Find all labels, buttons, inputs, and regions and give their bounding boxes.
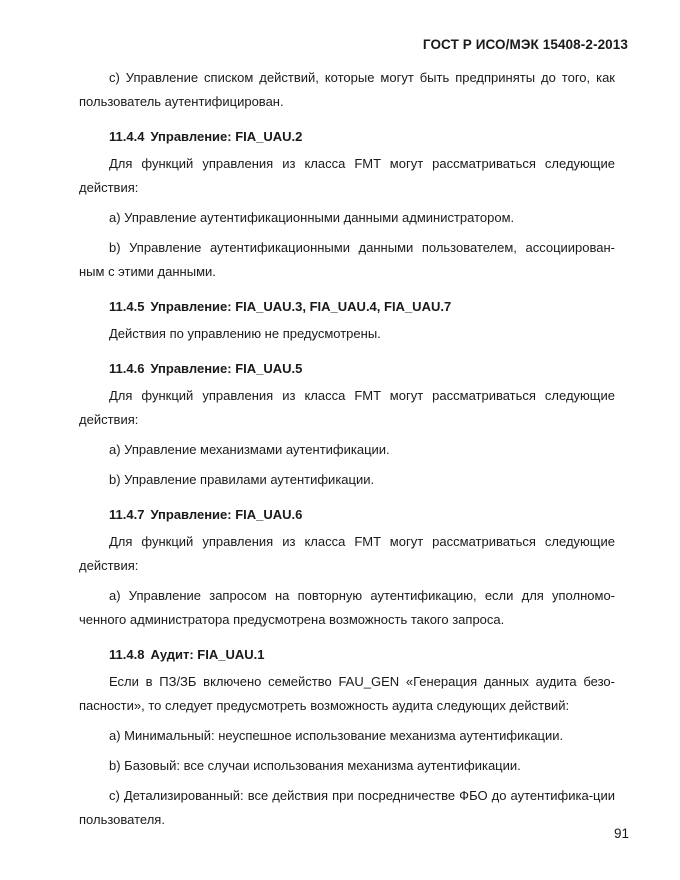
section-title: Управление: FIA_UAU.5 — [150, 361, 303, 376]
section-11-4-6-item-a: a) Управление механизмами аутентификации. — [109, 442, 390, 457]
section-11-4-8-item-a: a) Минимальный: неуспешное использование механизма аутентификации. — [109, 728, 564, 743]
section-number: 11.4.6 — [109, 361, 145, 376]
section-number: 11.4.8 — [109, 647, 145, 662]
section-title: Управление: FIA_UAU.3, FIA_UAU.4, FIA_UAU.7 — [150, 299, 452, 314]
section-11-4-4-item-b: b) Управление аутентификационными данными пользователем, ассоциирован-ным с этими данными. — [79, 240, 615, 279]
section-11-4-5-text: Действия по управлению не предусмотрены. — [109, 326, 381, 341]
section-11-4-8-item-b: b) Базовый: все случаи использования механизма аутентификации. — [109, 758, 521, 773]
section-number: 11.4.7 — [109, 507, 145, 522]
section-11-4-7-item-a: a) Управление запросом на повторную аутентификацию, если для уполномо-ченного администратора предусмотрена возможность такого запроса. — [79, 588, 615, 627]
section-title: Управление: FIA_UAU.2 — [150, 129, 303, 144]
section-11-4-5-heading — [79, 296, 615, 317]
section-title: Управление: FIA_UAU.6 — [150, 507, 303, 522]
section-11-4-6-lead: Для функций управления из класса FMT могут рассматриваться следующие действия: — [79, 388, 615, 427]
standard-header: ГОСТ Р ИСО/МЭК 15408-2-2013 — [422, 37, 628, 52]
page-content — [79, 66, 615, 832]
section-number: 11.4.4 — [109, 129, 145, 144]
section-11-4-6-item-b: b) Управление правилами аутентификации. — [109, 472, 375, 487]
section-11-4-4-heading — [79, 126, 615, 147]
section-11-4-4-lead: Для функций управления из класса FMT могут рассматриваться следующие действия: — [79, 156, 615, 195]
section-number: 11.4.5 — [109, 299, 145, 314]
section-11-4-4-item-a: a) Управление аутентификационными данными администратором. — [109, 210, 515, 225]
page-number: 91 — [613, 826, 629, 841]
intro-item-c: c) Управление списком действий, которые могут быть предприняты до того, как пользователь аутентифицирован. — [79, 70, 615, 109]
section-11-4-7-lead: Для функций управления из класса FMT могут рассматриваться следующие действия: — [79, 534, 615, 573]
section-11-4-8-lead: Если в ПЗ/ЗБ включено семейство FAU_GEN «Генерация данных аудита безо-пасности», то следует предусмотреть возможность аудита следующих действий: — [79, 674, 615, 713]
section-11-4-8-item-c: c) Детализированный: все действия при посредничестве ФБО до аутентифика-ции пользователя. — [79, 788, 615, 827]
section-11-4-7-heading — [79, 504, 615, 525]
section-11-4-8-heading — [79, 644, 615, 665]
section-title: Аудит: FIA_UAU.1 — [150, 647, 265, 662]
section-11-4-6-heading — [79, 358, 615, 379]
